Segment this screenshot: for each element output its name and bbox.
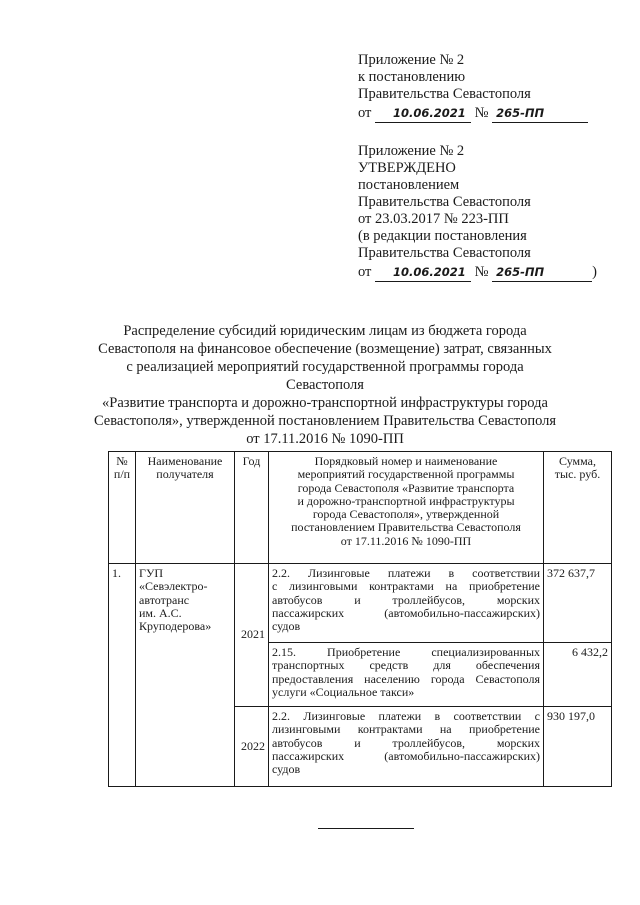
closing-divider — [318, 828, 414, 829]
title-line: от 17.11.2016 № 1090-ПП — [246, 431, 404, 447]
number-label: № — [474, 105, 489, 121]
header-recipient — [136, 452, 235, 564]
header-num — [109, 452, 136, 564]
approved-line: УТВЕРЖДЕНО — [358, 160, 456, 176]
measure-line: пассажирских (автомобильно-пассажирских) — [272, 748, 540, 763]
handwritten-date: 10.06.2021 — [393, 265, 466, 279]
measure-line: автобусов и троллейбусов, морских — [272, 592, 540, 607]
close-paren: ) — [592, 264, 597, 280]
date-underline — [375, 264, 471, 282]
title-line: «Развитие транспорта и дорожно-транспортной инфраструктуры города — [102, 395, 548, 411]
row-number: 1. — [109, 564, 136, 787]
header-measure — [269, 452, 544, 564]
date-underline — [375, 105, 471, 123]
measure-line: судов — [272, 762, 301, 777]
measure-line: транспортных средств для обеспечения — [272, 658, 540, 673]
measure-line: предоставления населению города Севастополя — [272, 671, 540, 686]
header-text: и дорожно-транспортной инфраструктуры — [297, 493, 515, 508]
measure-line: судов — [272, 619, 301, 634]
approved-line: Правительства Севастополя — [358, 245, 531, 261]
recipient-line: им. А.С. — [139, 605, 182, 620]
header-year: Год — [235, 452, 269, 564]
header-text: № — [116, 454, 128, 468]
from-label: от — [358, 105, 372, 121]
recipient-cell — [136, 564, 235, 787]
number-underline — [492, 264, 592, 282]
handwritten-date: 10.06.2021 — [393, 106, 466, 120]
sum-cell: 6 432,2 — [544, 643, 612, 707]
measure-cell — [269, 564, 544, 643]
header-text: тыс. руб. — [554, 467, 601, 482]
approved-line: Приложение № 2 — [358, 143, 465, 159]
sum-cell: 372 637,7 — [544, 564, 612, 643]
measure-cell — [269, 643, 544, 707]
appendix-date-row — [358, 105, 588, 123]
year-cell: 2021 — [235, 564, 269, 707]
approved-line: Правительства Севастополя — [358, 194, 531, 210]
recipient-line: ГУП — [139, 566, 164, 580]
title-line: с реализацией мероприятий государственной программы города Севастополя — [126, 359, 524, 393]
approved-date-row — [358, 264, 597, 282]
year-cell: 2022 — [235, 707, 269, 787]
approved-line: от 23.03.2017 № 223-ПП — [358, 211, 509, 227]
measure-line: 2.15. Приобретение специализированных — [272, 645, 540, 659]
appendix-line: Правительства Севастополя — [358, 86, 531, 102]
measure-line: пассажирских (автомобильно-пассажирских) — [272, 605, 540, 620]
title-line: Распределение субсидий юридическим лицам из бюджета города — [123, 323, 527, 339]
title-line: Севастополя на финансовое обеспечение (возмещение) затрат, связанных — [98, 341, 552, 357]
table-row — [109, 564, 612, 643]
measure-line: услуги «Социальное такси» — [272, 684, 415, 699]
measure-line: 2.2. Лизинговые платежи в соответствии с — [272, 709, 540, 723]
header-text: от 17.11.2016 № 1090-ПП — [340, 533, 472, 548]
measure-line: лизинговыми контрактами на приобретение — [272, 722, 540, 737]
title-line: Севастополя», утвержденной постановлением Правительства Севастополя — [93, 413, 557, 429]
header-text: Порядковый номер и наименование — [314, 454, 498, 468]
subsidy-table — [108, 451, 612, 787]
number-label: № — [474, 264, 489, 280]
handwritten-number: 265-ПП — [496, 265, 545, 279]
recipient-line: автотранс — [139, 592, 190, 607]
measure-line: с лизинговыми контрактами на приобретение — [272, 579, 540, 594]
header-text: мероприятий государственной программы — [297, 467, 515, 482]
header-text: города Севастополя», утвержденной — [312, 507, 500, 522]
header-text: получателя — [156, 467, 214, 482]
sum-cell: 930 197,0 — [544, 707, 612, 787]
measure-line: 2.2. Лизинговые платежи в соответствии — [272, 566, 540, 580]
from-label: от — [358, 264, 372, 280]
approved-line: (в редакции постановления — [358, 228, 527, 244]
header-text: Сумма, — [559, 454, 596, 468]
handwritten-number: 265-ПП — [496, 106, 545, 120]
header-text: города Севастополя «Развитие транспорта — [297, 480, 515, 495]
recipient-line: «Севэлектро- — [139, 579, 208, 594]
number-underline — [492, 105, 588, 123]
measure-line: автобусов и троллейбусов, морских — [272, 735, 540, 750]
appendix-line: к постановлению — [358, 69, 466, 85]
table-header-row — [109, 452, 612, 564]
approved-line: постановлением — [358, 177, 460, 193]
approved-header — [358, 143, 597, 282]
header-text: Наименование — [147, 454, 223, 468]
header-sum — [544, 452, 612, 564]
recipient-line: Круподерова» — [139, 619, 212, 634]
appendix-header — [358, 52, 588, 123]
measure-cell — [269, 707, 544, 787]
appendix-line: Приложение № 2 — [358, 52, 465, 68]
document-title — [90, 322, 560, 448]
header-text: п/п — [113, 467, 131, 482]
header-text: постановлением Правительства Севастополя — [291, 520, 521, 535]
